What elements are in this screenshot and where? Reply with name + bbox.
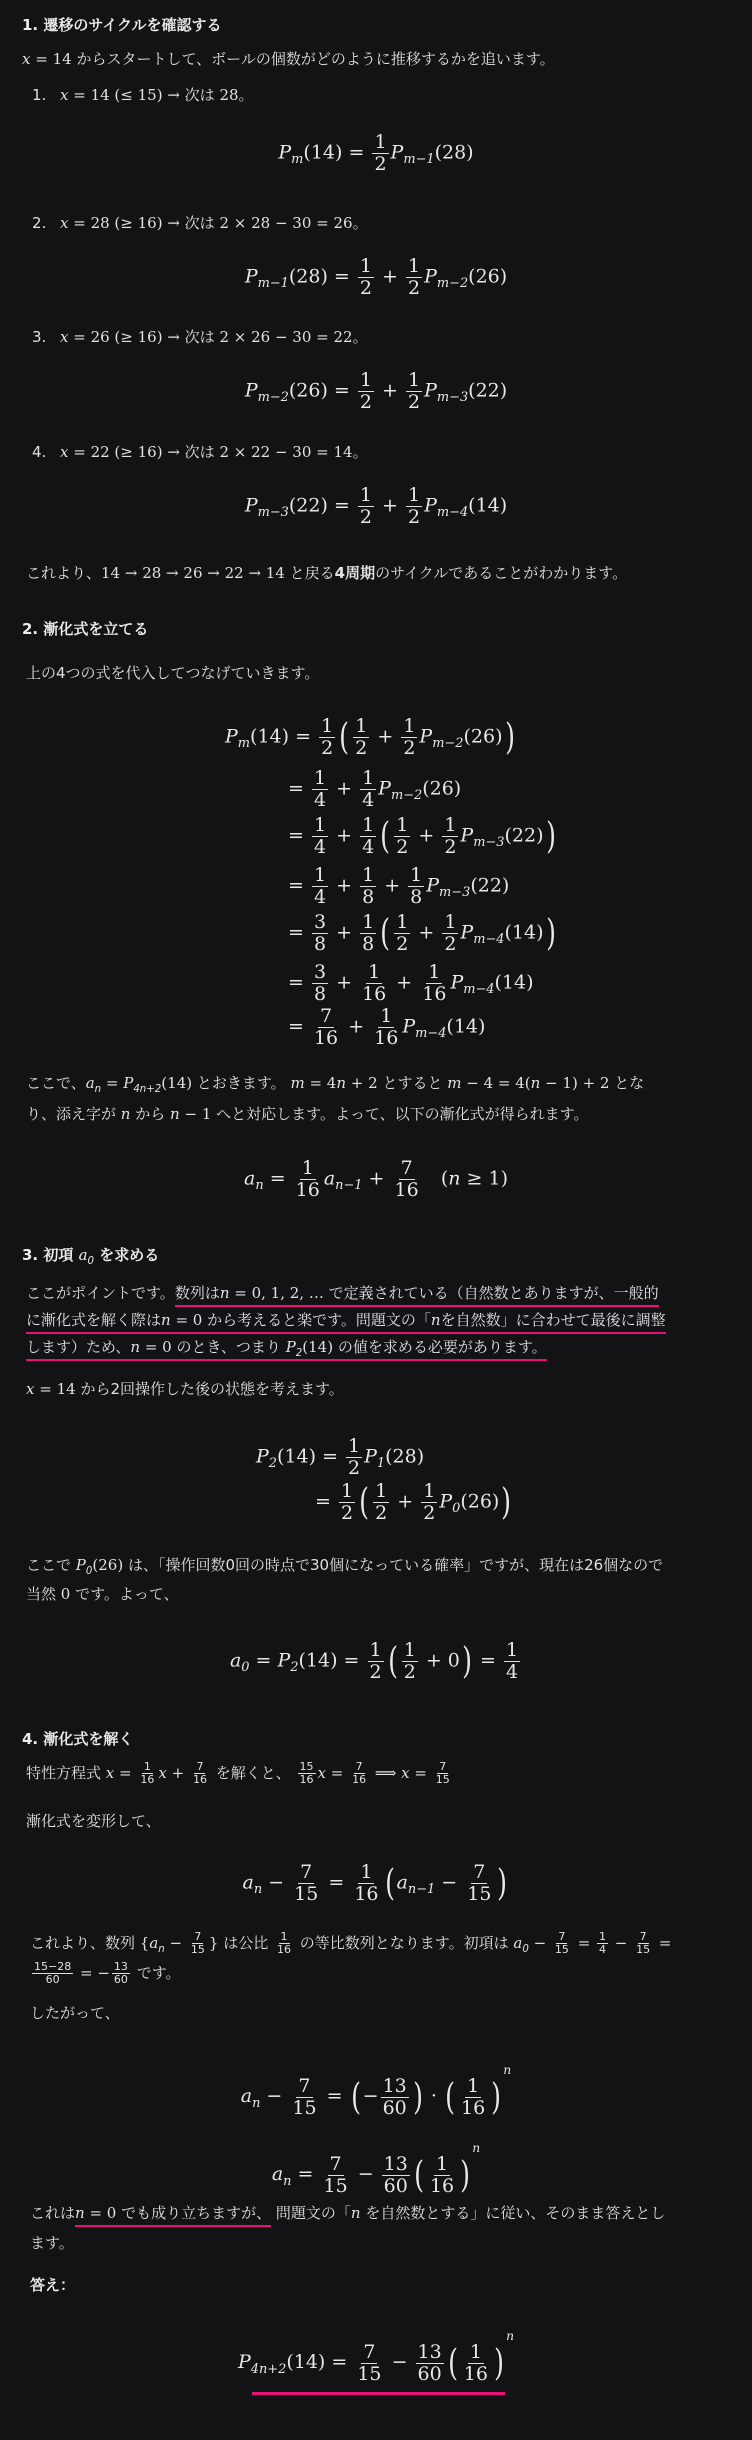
- p0-line-2: 当然 0 です。よって、: [26, 1585, 179, 1603]
- step-2: 2. x = 28 (≥ 16) → 次は 2 × 28 − 30 = 26。: [32, 214, 368, 232]
- derivation-line-6: = $\frac{3}{8}$ + $\frac{1}{16}$ + $\frac{1}{16}$ $P_{m-4}(14)$: [288, 961, 534, 1005]
- section3-consider: x = 14 から2回操作した後の状態を考えます。: [26, 1380, 344, 1398]
- section3-para-line1: ここがポイントです。数列はn = 0, 1, 2, … で定義されている（自然数とありますが、一般的: [26, 1280, 659, 1306]
- transform-text: 漸化式を変形して、: [26, 1812, 161, 1830]
- step-4: 4. x = 22 (≥ 16) → 次は 2 × 22 − 30 = 14。: [32, 443, 368, 461]
- step-1-equation: $P_m(14)$ = $\frac{1}{2}$ $P_{m-1}(28)$: [278, 131, 474, 175]
- derivation-line-1: $P_m(14)$ = $\frac{1}{2}$ ( $\frac{1}{2}$ + $\frac{1}{2}$ $P_{m-2}(26)$): [225, 715, 515, 759]
- geometric-line-2: $\frac{15-28}{60}$ = − $\frac{13}{60}$ です。: [34, 1959, 181, 1986]
- final-answer: $P_{4n+2}(14)$ = $\frac{7}{15}$ − $\frac{13}{60}$ ( $\frac{1}{16}$ )$^n$: [237, 2329, 515, 2385]
- p2-line-1: $P_2(14)$ = $\frac{1}{2}$ $P_1(28)$: [256, 1435, 425, 1479]
- p0-line-1: ここで $P_0(26)$ は、「操作回数0回の時点で30個になっている確率」ですが、現在は26個なので: [26, 1556, 664, 1577]
- step-4-equation: $P_{m-3}(22)$ = $\frac{1}{2}$ + $\frac{1}{2}$ $P_{m-4}(14)$: [244, 484, 508, 528]
- section3-heading: 3. 初項 $a_0$ を求める: [22, 1246, 160, 1267]
- step-2-equation: $P_{m-1}(28)$ = $\frac{1}{2}$ + $\frac{1}{2}$ $P_{m-2}(26)$: [244, 255, 508, 299]
- note-line-2: ます。: [30, 2234, 74, 2252]
- derivation-line-4: = $\frac{1}{4}$ + $\frac{1}{8}$ + $\frac{1}{8}$ $P_{m-3}(22)$: [288, 864, 510, 908]
- geometric-solution: $a_n$ − $\frac{7}{15}$ = ( − $\frac{13}{60}$ ) · ( $\frac{1}{16}$ )$^n$: [240, 2063, 512, 2119]
- derivation-line-2: = $\frac{1}{4}$ + $\frac{1}{4}$ $P_{m-2}(26)$: [288, 767, 462, 811]
- section3-para-line3: します）ため、n = 0 のとき、つまり $P_2(14)$ の値を求める必要があります。: [26, 1338, 547, 1359]
- derivation-line-3: = $\frac{1}{4}$ + $\frac{1}{4}$ ( $\frac{1}{2}$ + $\frac{1}{2}$ $P_{m-3}(22)$): [288, 814, 556, 858]
- p2-line-2: = $\frac{1}{2}$ ( $\frac{1}{2}$ + $\frac{1}{2}$ $P_0(26)$): [315, 1480, 512, 1524]
- general-term: $a_n$ = $\frac{7}{15}$ − $\frac{13}{60}$ ( $\frac{1}{16}$ )$^n$: [271, 2141, 481, 2197]
- geometric-line-1: これより、数列 {$a_n$ − $\frac{7}{15}$ } は公比 $\frac{1}{16}$ の等比数列となります。初項は $a_0$ − $\frac{7}{15}$ = $\frac{1}{4}$ − $\frac{7}{15}$ =: [30, 1929, 672, 1956]
- a0-equation: $a_0 = P_2(14)$ = $\frac{1}{2}$ ( $\frac{1}{2}$ + 0) = $\frac{1}{4}$: [229, 1639, 519, 1683]
- section4-heading: 4. 漸化式を解く: [22, 1730, 134, 1748]
- section2-para-line1: ここで、$a_n = P_{4n+2}(14)$ とおきます。 m = 4n + 2 とすると m − 4 = 4(n − 1) + 2 とな: [26, 1074, 645, 1095]
- section2-intro: 上の4つの式を代入してつなげていきます。: [26, 664, 320, 682]
- recurrence-equation: $a_n$ = $\frac{1}{16}$ $a_{n-1}$ + $\frac{7}{16}$ (n ≥ 1): [244, 1157, 508, 1201]
- transformed-recurrence: $a_n$ − $\frac{7}{15}$ = $\frac{1}{16}$ ( $a_{n-1}$ − $\frac{7}{15}$ ): [242, 1861, 508, 1905]
- derivation-line-5: = $\frac{3}{8}$ + $\frac{1}{8}$ ( $\frac{1}{2}$ + $\frac{1}{2}$ $P_{m-4}(14)$): [288, 911, 556, 955]
- step-1: 1. x = 14 (≤ 15) → 次は 28。: [32, 86, 254, 104]
- step-3-equation: $P_{m-2}(26)$ = $\frac{1}{2}$ + $\frac{1}{2}$ $P_{m-3}(22)$: [244, 369, 508, 413]
- section2-heading: 2. 漸化式を立てる: [22, 620, 149, 638]
- section3-para-line2: に漸化式を解く際はn = 0 から考えると楽です。問題文の「nを自然数」に合わせて最後に調整: [26, 1307, 666, 1333]
- therefore-text: したがって、: [30, 2004, 120, 2022]
- section2-para-line2: り、添え字が n から n − 1 へと対応します。よって、以下の漸化式が得られます。: [26, 1105, 589, 1123]
- characteristic-equation: 特性方程式 x = $\frac{1}{16}$ x + $\frac{7}{16}$ を解くと、 $\frac{15}{16}$ x = $\frac{7}{16}$ ⟹ x = $\frac{7}{15}$: [26, 1759, 450, 1786]
- section1-intro: x = 14 からスタートして、ボールの個数がどのように推移するかを追います。: [22, 50, 555, 68]
- note-line-1: これはn = 0 でも成り立ちますが、 問題文の「n を自然数とする」に従い、そのまま答えとし: [30, 2200, 665, 2226]
- derivation-line-7: = $\frac{7}{16}$ + $\frac{1}{16}$ $P_{m-4}(14)$: [288, 1005, 486, 1049]
- answer-label: 答え：: [30, 2276, 76, 2294]
- step-3: 3. x = 26 (≥ 16) → 次は 2 × 26 − 30 = 22。: [32, 328, 368, 346]
- section1-heading: 1. 遷移のサイクルを確認する: [22, 16, 222, 34]
- cycle-conclusion: これより、14 → 28 → 26 → 22 → 14 と戻る4周期のサイクルであることがわかります。: [26, 564, 628, 582]
- answer-underline: [252, 2392, 505, 2395]
